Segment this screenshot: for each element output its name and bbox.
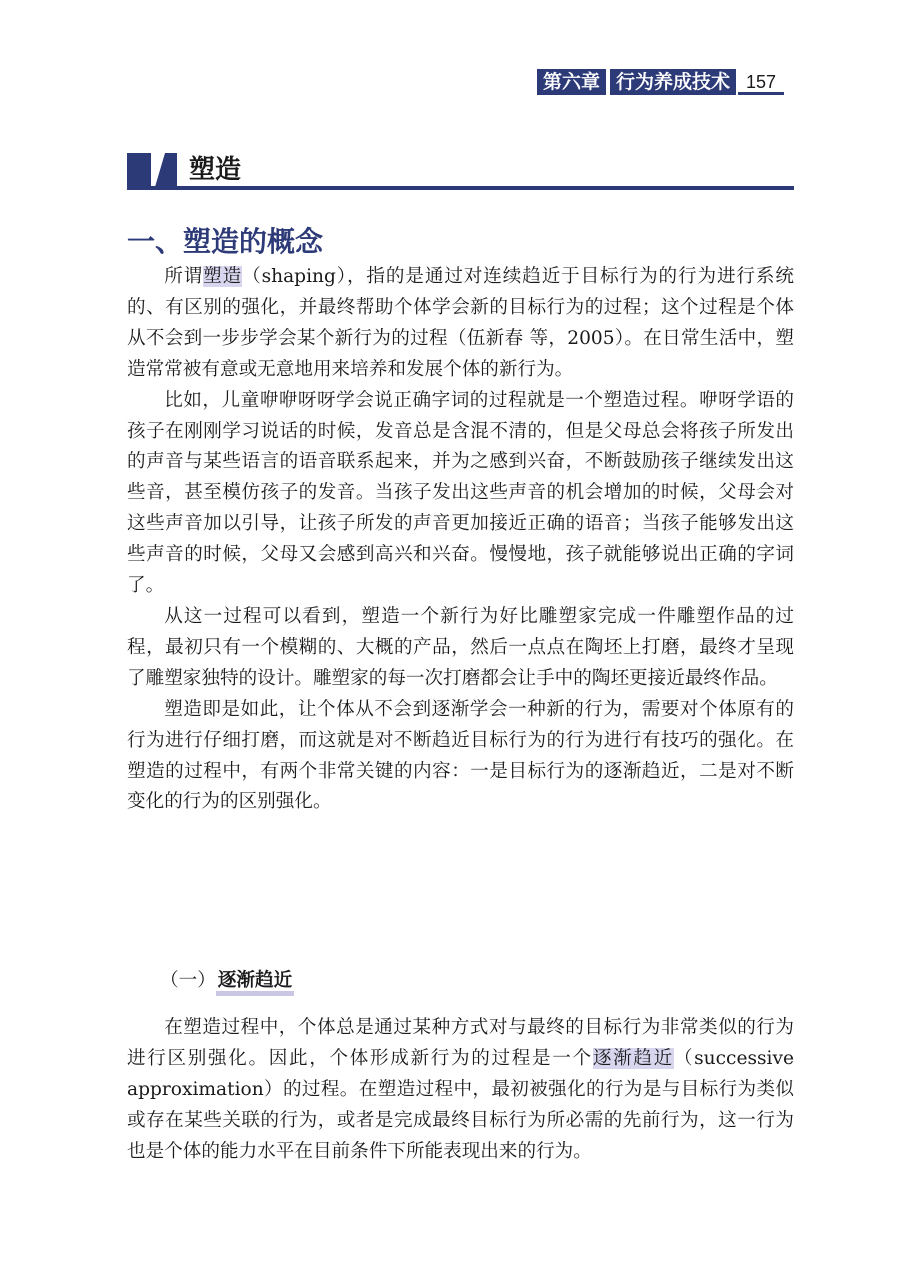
paragraph-5 xyxy=(127,1013,794,1168)
chapter-title: 行为养成技术 xyxy=(610,69,736,95)
heading-level-2 xyxy=(160,966,294,996)
paragraph-1 xyxy=(127,262,794,386)
heading-level-2-number: （一） xyxy=(160,970,216,991)
section-heading xyxy=(127,153,794,191)
paragraph-5-pre: 在塑造过程中，个体总是通过某种方式对与最终的目标行为非常类似的行为进行区别强化。因此，个体形成新行为的过程是一个 xyxy=(127,1017,794,1069)
paragraph-4: 塑造即是如此，让个体从不会到逐渐学会一种新的行为，需要对个体原有的行为进行仔细打磨，而这就是对不断趋近目标行为的行为进行有技巧的强化。在塑造的过程中，有两个非常关键的内容：一是目标行为的逐渐趋近，二是对不断变化的行为的区别强化。 xyxy=(127,698,794,813)
running-head xyxy=(537,69,784,95)
body-text-block-1 xyxy=(127,262,794,818)
term-successive-approximation: 逐渐趋近 xyxy=(592,1047,674,1069)
body-text-block-2 xyxy=(127,1013,794,1168)
heading-level-1: 一、塑造的概念 xyxy=(127,225,324,258)
paragraph-5-post: （successive approximation）的过程。在塑造过程中，最初被强化的行为是与目标行为类似或存在某些关联的行为，或者是完成最终目标行为所必需的先前行为，这一行为也是个体的能力水平在目前条件下所能表现出来的行为。 xyxy=(127,1047,794,1162)
chapter-label: 第六章 xyxy=(537,69,606,95)
page-number: 157 xyxy=(738,69,784,95)
paragraph-1-pre: 所谓 xyxy=(164,266,204,287)
paragraph-3: 从这一过程可以看到，塑造一个新行为好比雕塑家完成一件雕塑作品的过程，最初只有一个模糊的、大概的产品，然后一点点在陶坯上打磨，最终才呈现了雕塑家独特的设计。雕塑家的每一次打磨都会让手中的陶坯更接近最终作品。 xyxy=(127,605,794,689)
section-marker-bar xyxy=(127,153,151,187)
term-shaping: 塑造 xyxy=(203,266,243,287)
paragraph-2: 比如，儿童咿咿呀呀学会说正确字词的过程就是一个塑造过程。咿呀学语的孩子在刚刚学习说话的时候，发音总是含混不清的，但是父母总会将孩子所发出的声音与某些语言的语音联系起来，并为之感到兴奋，不断鼓励孩子继续发出这些音，甚至模仿孩子的发音。当孩子发出这些声音的机会增加的时候，父母会对这些声音加以引导，让孩子所发的声音更加接近正确的语音；当孩子能够发出这些声音的时候，父母又会感到高兴和兴奋。慢慢地，孩子就能够说出正确的字词了。 xyxy=(127,389,794,597)
section-marker-slant xyxy=(155,153,177,187)
paragraph-1-post: （shaping），指的是通过对连续趋近于目标行为的行为进行系统的、有区别的强化，并最终帮助个体学会新的目标行为的过程；这个过程是个体从不会到一步步学会某个新行为的过程（伍新春 等，2005）。在日常生活中，塑造常常被有意或无意地用来培养和发展个体的新行为。 xyxy=(127,266,794,380)
heading-level-2-title: 逐渐趋近 xyxy=(216,970,294,996)
section-title: 塑造 xyxy=(189,155,242,185)
